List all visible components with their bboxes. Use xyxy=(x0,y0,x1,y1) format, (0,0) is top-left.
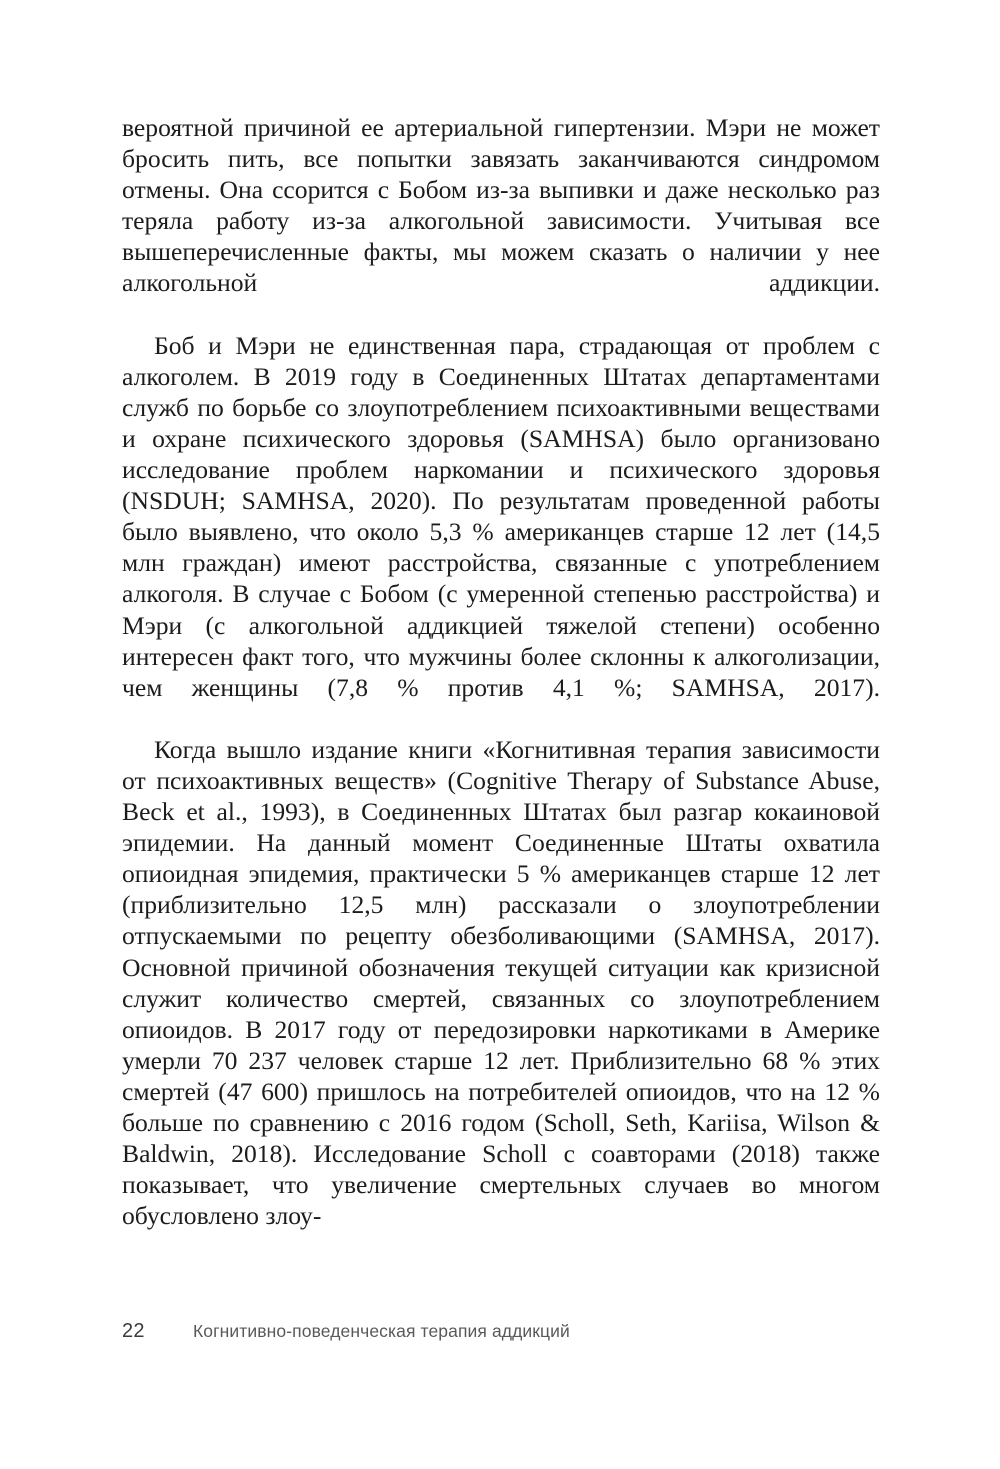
paragraph-opioid-epidemic: Когда вышло издание книги «Когнитивная терапия зависимости от психоактивных веществ» (Cognitive Therapy of Substance Abuse, Beck et al., 1993), в Соединенных Штатах был разгар кокаиновой эпидемии. На данный момент Соединенные Штаты охватила опиоидная эпидемия, практически 5 % американцев старше 12 лет (приблизительно 12,5 млн) рассказали о злоупотреблении отпускаемыми по рецепту обезболивающими (SAMHSA, 2017). Основной причиной обозначения текущей ситуации как кризисной служит количество смертей, связанных со злоупотреблением опиоидов. В 2017 году от передозировки наркотиками в Америке умерли 70 237 человек старше 12 лет. Приблизительно 68 % этих смертей (47 600) пришлось на потребителей опиоидов, что на 12 % больше по сравнению с 2016 годом (Scholl, Seth, Kariisa, Wilson & Baldwin, 2018). Исследование Scholl с соавторами (2018) также показывает, что увеличение смертельных случаев во многом обусловлено злоу- xyxy=(122,734,880,1231)
page-number: 22 xyxy=(122,1320,145,1342)
body-text-block xyxy=(122,112,880,1231)
paragraph-samhsa-alcohol: Боб и Мэри не единственная пара, страдающая от проблем с алкоголем. В 2019 году в Соединенных Штатах департаментами служб по борьбе со злоупотреблением психоактивными веществами и охране психического здоровья (SAMHSA) было организовано исследование проблем наркомании и психического здоровья (NSDUH; SAMHSA, 2020). По результатам проведенной работы было выявлено, что около 5,3 % американцев старше 12 лет (14,5 млн граждан) имеют расстройства, связанные с употреблением алкоголя. В случае с Бобом (с умеренной степенью расстройства) и Мэри (с алкогольной аддикцией тяжелой степени) особенно интересен факт того, что мужчины более склонны к алкоголизации, чем женщины (7,8 % против 4,1 %; SAMHSA, 2017). xyxy=(122,330,880,702)
page-footer xyxy=(122,1320,880,1343)
running-title: Когнитивно-поведенческая терапия аддикций xyxy=(193,1321,570,1341)
paragraph-continued: вероятной причиной ее артериальной гипертензии. Мэри не может бросить пить, все попытки завязать заканчиваются синдромом отмены. Она ссорится с Бобом из-за выпивки и даже несколько раз теряла работу из-за алкогольной зависимости. Учитывая все вышеперечисленные факты, мы можем сказать о наличии у нее алкогольной аддикции. xyxy=(122,113,880,298)
